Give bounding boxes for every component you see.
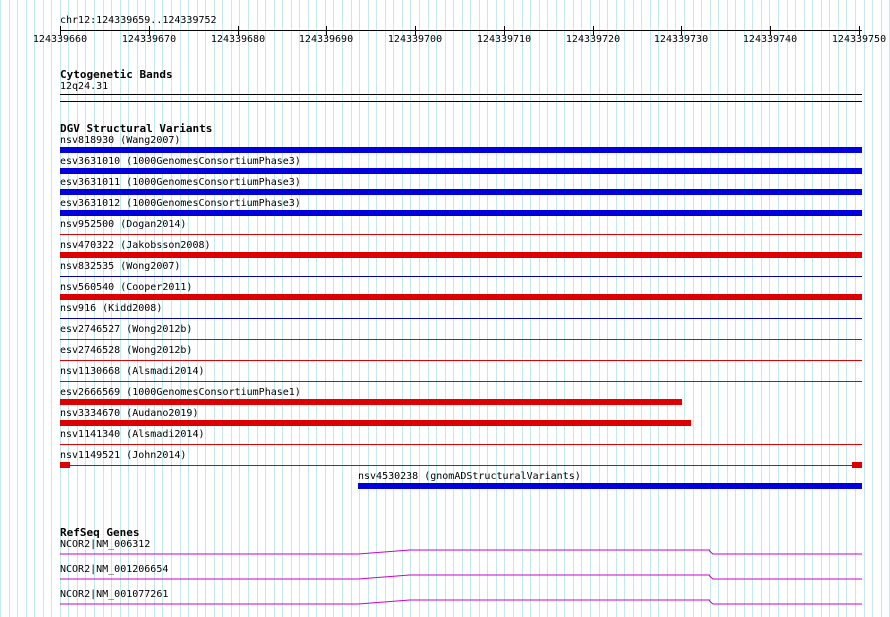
variant-label[interactable]: nsv3334670 (Audano2019) bbox=[60, 408, 199, 419]
variant-label[interactable]: esv3631011 (1000GenomesConsortiumPhase3) bbox=[60, 177, 301, 188]
variant-label[interactable]: nsv1130668 (Alsmadi2014) bbox=[60, 366, 205, 377]
variant-label[interactable]: nsv818930 (Wang2007) bbox=[60, 135, 181, 146]
cytoband-bottom-border bbox=[60, 101, 862, 102]
variant-label[interactable]: esv2746528 (Wong2012b) bbox=[60, 345, 193, 356]
variant-label[interactable]: esv2746527 (Wong2012b) bbox=[60, 324, 193, 335]
cytoband-top-border bbox=[60, 94, 862, 95]
variant-bar[interactable] bbox=[60, 147, 862, 153]
variant-label[interactable]: nsv832535 (Wong2007) bbox=[60, 261, 181, 272]
variant-line[interactable] bbox=[60, 444, 862, 445]
variant-bar[interactable] bbox=[60, 252, 862, 258]
variant-end-block[interactable] bbox=[852, 462, 862, 468]
variant-line[interactable] bbox=[60, 339, 862, 340]
location-label: chr12:124339659..124339752 bbox=[60, 15, 217, 26]
variant-label[interactable]: nsv916 (Kidd2008) bbox=[60, 303, 163, 314]
gene-model[interactable] bbox=[60, 572, 862, 580]
dgv-track-title[interactable]: DGV Structural Variants bbox=[60, 122, 213, 135]
ruler-tick-label: 124339670 bbox=[121, 34, 177, 45]
ruler-axis bbox=[60, 30, 862, 31]
cytoband-label[interactable]: 12q24.31 bbox=[60, 81, 109, 92]
variant-line[interactable] bbox=[60, 381, 862, 382]
variant-line[interactable] bbox=[60, 234, 862, 235]
variant-bar[interactable] bbox=[60, 210, 862, 216]
gene-label[interactable]: NCOR2|NM_001206654 bbox=[60, 564, 169, 575]
gene-label[interactable]: NCOR2|NM_001077261 bbox=[60, 589, 169, 600]
refseq-track-title[interactable]: RefSeq Genes bbox=[60, 526, 140, 539]
variant-label[interactable]: nsv1149521 (John2014) bbox=[60, 450, 187, 461]
variant-label[interactable]: nsv1141340 (Alsmadi2014) bbox=[60, 429, 205, 440]
variant-bar[interactable] bbox=[60, 420, 691, 426]
variant-label[interactable]: nsv470322 (Jakobsson2008) bbox=[60, 240, 211, 251]
ruler-tick-label: 124339740 bbox=[742, 34, 798, 45]
variant-line[interactable] bbox=[60, 360, 862, 361]
ruler-tick-label: 124339710 bbox=[476, 34, 532, 45]
gene-label[interactable]: NCOR2|NM_006312 bbox=[60, 539, 151, 550]
variant-end-block[interactable] bbox=[60, 462, 70, 468]
variant-label[interactable]: nsv560540 (Cooper2011) bbox=[60, 282, 193, 293]
variant-bar[interactable] bbox=[60, 168, 862, 174]
variant-bar[interactable] bbox=[60, 294, 862, 300]
ruler-tick-label: 124339680 bbox=[210, 34, 266, 45]
ruler-tick-label: 124339750 bbox=[831, 34, 887, 45]
gene-model[interactable] bbox=[60, 597, 862, 605]
ruler-tick-label: 124339700 bbox=[387, 34, 443, 45]
variant-bar[interactable] bbox=[60, 189, 862, 195]
gene-model[interactable] bbox=[60, 547, 862, 555]
variant-label[interactable]: esv3631010 (1000GenomesConsortiumPhase3) bbox=[60, 156, 301, 167]
ruler-tick-label: 124339660 bbox=[32, 34, 88, 45]
variant-label[interactable]: nsv4530238 (gnomADStructuralVariants) bbox=[358, 471, 581, 482]
ruler-tick-label: 124339720 bbox=[565, 34, 621, 45]
ruler-tick-label: 124339690 bbox=[298, 34, 354, 45]
variant-line[interactable] bbox=[60, 465, 862, 466]
variant-label[interactable]: esv3631012 (1000GenomesConsortiumPhase3) bbox=[60, 198, 301, 209]
variant-line[interactable] bbox=[60, 318, 862, 319]
variant-label[interactable]: esv2666569 (1000GenomesConsortiumPhase1) bbox=[60, 387, 301, 398]
variant-line[interactable] bbox=[60, 276, 862, 277]
variant-bar[interactable] bbox=[60, 399, 682, 405]
variant-label[interactable]: nsv952500 (Dogan2014) bbox=[60, 219, 187, 230]
cytoband-track-title[interactable]: Cytogenetic Bands bbox=[60, 68, 173, 81]
ruler-tick-label: 124339730 bbox=[653, 34, 709, 45]
variant-bar[interactable] bbox=[358, 483, 862, 489]
